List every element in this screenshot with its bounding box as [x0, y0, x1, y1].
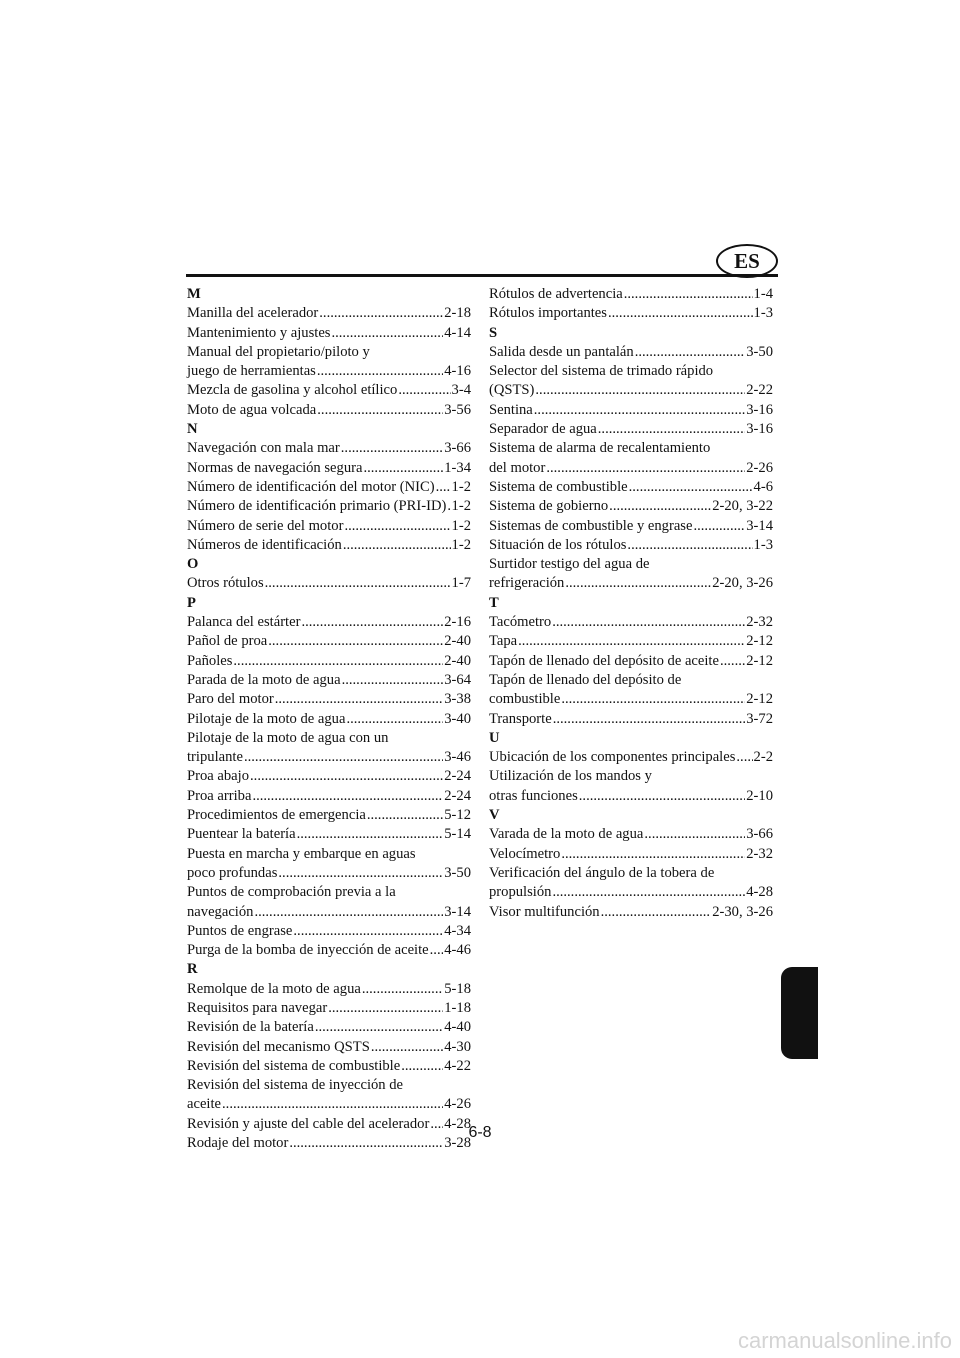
dot-leader — [275, 690, 443, 709]
dot-leader — [401, 1057, 443, 1076]
dot-leader — [535, 381, 745, 400]
index-entry-text: Tapón de llenado del depósito de aceite — [489, 652, 719, 669]
index-entry — [489, 343, 773, 362]
index-entry-page: 2-12 — [746, 652, 773, 669]
index-entry-page: 4-40 — [444, 1019, 471, 1036]
index-entry-page: 5-18 — [444, 980, 471, 997]
index-entry-page: 3-66 — [444, 440, 471, 457]
index-entry-text: Número de identificación primario (PRI-ID) — [187, 498, 447, 515]
index-entry-page: 5-14 — [444, 826, 471, 843]
index-entry-text: Remolque de la moto de agua — [187, 980, 361, 997]
index-entry — [187, 1057, 471, 1076]
index-entry-page: 2-16 — [444, 614, 471, 631]
index-entry-text: Proa abajo — [187, 768, 250, 785]
index-entry-text: navegación — [187, 903, 254, 920]
index-entry-page: 2-32 — [746, 614, 773, 631]
index-entry-text: Rodaje del motor — [187, 1135, 289, 1152]
index-entry-page: 2-12 — [746, 633, 773, 650]
index-entry-page: 4-6 — [753, 478, 773, 495]
index-entry — [187, 497, 471, 516]
dot-leader — [561, 690, 745, 709]
dot-leader — [222, 1095, 443, 1114]
dot-leader — [693, 517, 745, 536]
index-column-right — [489, 285, 773, 922]
index-entry — [489, 517, 773, 536]
index-entry-text-line — [187, 1076, 471, 1095]
index-entry-text: Pilotaje de la moto de agua — [187, 710, 346, 727]
index-entry-page: 3-16 — [746, 421, 773, 438]
dot-leader — [552, 883, 745, 902]
index-entry-text: Números de identificación — [187, 536, 342, 553]
index-entry-page: 3-50 — [746, 343, 773, 360]
dot-leader — [367, 806, 443, 825]
index-entry-page: 3-72 — [746, 710, 773, 727]
index-entry-page: 1-4 — [753, 286, 773, 302]
index-entry-text: Mezcla de gasolina y alcohol etílico — [187, 382, 398, 399]
index-entry-page: 3-56 — [444, 401, 471, 418]
index-entry — [187, 439, 471, 458]
index-entry-page: 2-20, 3-26 — [712, 575, 773, 592]
index-entry — [187, 478, 471, 497]
index-entry — [489, 497, 773, 516]
index-entry — [187, 381, 471, 400]
index-entry — [489, 420, 773, 439]
index-entry — [187, 864, 471, 883]
index-entry-page: 3-46 — [444, 749, 471, 766]
language-code: ES — [734, 248, 760, 273]
index-entry-text: Ubicación de los componentes principales — [489, 749, 736, 766]
index-entry-page: 4-46 — [444, 942, 471, 959]
index-entry-text: Manual del propietario/piloto y — [187, 343, 370, 360]
index-entry-text: Paro del motor — [187, 691, 274, 708]
index-entry-text: Manilla del acelerador — [187, 305, 319, 322]
index-entry-page: 5-12 — [444, 807, 471, 824]
index-entry — [187, 806, 471, 825]
index-entry-text: Verificación del ángulo de la tobera de — [489, 864, 715, 881]
index-entry-page: 1-2 — [451, 536, 471, 553]
index-entry-text: Surtidor testigo del agua de — [489, 556, 650, 573]
index-entry-text: Tapón de llenado del depósito de — [489, 671, 682, 688]
index-entry-text: Sentina — [489, 401, 533, 418]
index-entry — [187, 362, 471, 381]
index-letter-heading: N — [187, 421, 198, 438]
dot-leader — [534, 401, 745, 420]
dot-leader — [598, 420, 745, 439]
index-entry-text: del motor — [489, 459, 546, 476]
dot-leader — [601, 903, 712, 922]
index-entry-page: 1-2 — [451, 478, 471, 495]
dot-leader — [362, 980, 443, 999]
dot-leader — [342, 671, 444, 690]
dot-leader — [265, 574, 451, 593]
index-entry — [187, 903, 471, 922]
index-entry-text: aceite — [187, 1096, 222, 1113]
index-entry-text: Sistema de alarma de recalentamiento — [489, 440, 711, 457]
dot-leader — [436, 478, 451, 497]
dot-leader — [608, 304, 753, 323]
dot-leader — [736, 748, 752, 767]
index-entry — [187, 1018, 471, 1037]
index-entry-text: Purga de la bomba de inyección de aceite — [187, 942, 429, 959]
index-entry-text: refrigeración — [489, 575, 565, 592]
dot-leader — [363, 459, 443, 478]
index-entry-text: Revisión del sistema de inyección de — [187, 1077, 404, 1094]
index-entry — [187, 517, 471, 536]
index-entry-page: 3-50 — [444, 864, 471, 881]
dot-leader — [319, 304, 443, 323]
index-letter-heading: V — [489, 807, 500, 824]
index-entry-text: Procedimientos de emergencia — [187, 807, 366, 824]
index-entry-text: Transporte — [489, 710, 552, 727]
index-entry-page: 2-40 — [444, 633, 471, 650]
dot-leader — [278, 864, 443, 883]
index-entry — [489, 401, 773, 420]
index-entry-page: 3-40 — [444, 710, 471, 727]
index-entry-text: Proa arriba — [187, 787, 252, 804]
index-entry-text: poco profundas — [187, 864, 278, 881]
index-entry-page: 1-7 — [451, 575, 471, 592]
index-entry-text: Sistemas de combustible y engrase — [489, 517, 693, 534]
index-entry-page: 2-24 — [444, 768, 471, 785]
index-entry-text-line — [489, 555, 773, 574]
header-rule — [186, 274, 778, 277]
index-entry-text: Puentear la batería — [187, 826, 296, 843]
index-entry-text: Rótulos importantes — [489, 305, 607, 322]
index-entry-text: Mantenimiento y ajustes — [187, 324, 331, 341]
index-entry-text: Sistema de gobierno — [489, 498, 609, 515]
index-entry-page: 3-66 — [746, 826, 773, 843]
dot-leader — [579, 787, 745, 806]
index-letter-heading: R — [187, 961, 198, 978]
index-entry-page: 2-22 — [746, 382, 773, 399]
dot-leader — [720, 652, 745, 671]
dot-leader — [293, 922, 443, 941]
index-entry — [489, 903, 773, 922]
index-entry-page: 4-28 — [746, 884, 773, 901]
index-letter-heading: M — [187, 286, 201, 302]
dot-leader — [268, 632, 443, 651]
language-badge — [716, 244, 778, 278]
index-entry — [489, 845, 773, 864]
index-entry — [187, 671, 471, 690]
dot-leader — [244, 748, 443, 767]
index-entry-page: 4-22 — [444, 1057, 471, 1074]
index-entry-page: 2-32 — [746, 845, 773, 862]
index-entry-text: Pilotaje de la moto de agua con un — [187, 729, 389, 746]
index-entry-page: 1-2 — [451, 498, 471, 515]
index-entry-text: Salida desde un pantalán — [489, 343, 634, 360]
index-entry-text: tripulante — [187, 749, 243, 766]
index-entry-text-line — [489, 671, 773, 690]
index-entry-text: Tacómetro — [489, 614, 552, 631]
index-entry — [187, 1095, 471, 1114]
index-letter-heading: P — [187, 594, 196, 611]
index-entry — [187, 690, 471, 709]
index-entry — [187, 825, 471, 844]
index-entry-page: 3-14 — [746, 517, 773, 534]
index-entry-text-line — [187, 845, 471, 864]
index-letter-heading: O — [187, 556, 199, 573]
index-entry — [187, 980, 471, 999]
dot-leader — [627, 536, 752, 555]
index-entry — [187, 652, 471, 671]
index-entry — [187, 1038, 471, 1057]
index-entry-page: 2-12 — [746, 691, 773, 708]
dot-leader — [317, 401, 443, 420]
index-entry-text: Separador de agua — [489, 421, 597, 438]
dot-leader — [254, 903, 443, 922]
dot-leader — [331, 324, 443, 343]
dot-leader — [317, 362, 443, 381]
index-entry — [187, 748, 471, 767]
index-entry-text: otras funciones — [489, 787, 578, 804]
index-entry-page: 3-16 — [746, 401, 773, 418]
index-entry-text: combustible — [489, 691, 561, 708]
page-number: 6-8 — [468, 1124, 492, 1141]
index-entry-page: 1-3 — [753, 305, 773, 322]
index-entry-text: Situación de los rótulos — [489, 536, 627, 553]
index-entry-text: Rótulos de advertencia — [489, 286, 623, 302]
index-entry-page: 2-18 — [444, 305, 471, 322]
section-tab-marker — [781, 967, 818, 1059]
dot-leader — [447, 497, 450, 516]
index-entry — [489, 574, 773, 593]
index-entry-text-line — [489, 439, 773, 458]
index-entry-page: 3-14 — [444, 903, 471, 920]
index-entry-text: Tapa — [489, 633, 518, 650]
index-entry-text: Revisión de la batería — [187, 1019, 314, 1036]
index-entry — [187, 941, 471, 960]
dot-leader — [252, 787, 443, 806]
dot-leader — [343, 536, 451, 555]
dot-leader — [644, 825, 745, 844]
index-entry-text: Revisión del sistema de combustible — [187, 1057, 401, 1074]
index-entry-page: 3-64 — [444, 671, 471, 688]
index-entry-page: 2-10 — [746, 787, 773, 804]
dot-leader — [297, 825, 444, 844]
index-entry — [187, 324, 471, 343]
index-entry-page: 4-26 — [444, 1096, 471, 1113]
index-entry-text: Número de serie del motor — [187, 517, 344, 534]
index-entry — [187, 767, 471, 786]
index-entry-text: Utilización de los mandos y — [489, 768, 652, 785]
index-entry-page: 4-34 — [444, 922, 471, 939]
index-entry-page: 4-30 — [444, 1038, 471, 1055]
index-entry-page: 3-38 — [444, 691, 471, 708]
dot-leader — [301, 613, 443, 632]
index-column-left — [187, 285, 471, 1153]
index-entry — [489, 536, 773, 555]
index-entry-page: 2-2 — [753, 749, 773, 766]
index-entry-page: 2-20, 3-22 — [712, 498, 773, 515]
index-entry-text-line — [489, 362, 773, 381]
index-entry-text: Número de identificación del motor (NIC) — [187, 478, 435, 495]
dot-leader — [635, 343, 746, 362]
index-entry-page: 2-26 — [746, 459, 773, 476]
index-entry-text: Requisitos para navegar — [187, 999, 328, 1016]
index-entry-text-line — [187, 729, 471, 748]
index-entry-text-line — [489, 864, 773, 883]
index-entry-page: 1-3 — [753, 536, 773, 553]
index-entry-text: propulsión — [489, 884, 552, 901]
index-entry-text-line — [187, 883, 471, 902]
index-entry-text: Moto de agua volcada — [187, 401, 317, 418]
index-entry — [489, 690, 773, 709]
index-entry-page: 1-34 — [444, 459, 471, 476]
dot-leader — [250, 767, 443, 786]
index-entry-text: Sistema de combustible — [489, 478, 628, 495]
index-entry-page: 3-4 — [451, 382, 471, 399]
dot-leader — [315, 1018, 443, 1037]
index-entry — [489, 381, 773, 400]
index-entry — [489, 748, 773, 767]
index-entry-text: Selector del sistema de trimado rápido — [489, 363, 714, 380]
index-entry — [187, 304, 471, 323]
index-letter-heading: S — [489, 324, 498, 341]
index-entry — [187, 536, 471, 555]
dot-leader — [546, 459, 745, 478]
index-entry-text-line — [187, 343, 471, 362]
index-entry-text: Normas de navegación segura — [187, 459, 363, 476]
index-entry-page: 2-40 — [444, 652, 471, 669]
index-entry-text: Velocímetro — [489, 845, 561, 862]
watermark: carmanualsonline.info — [737, 1328, 952, 1353]
dot-leader — [328, 999, 443, 1018]
dot-leader — [371, 1038, 443, 1057]
index-entry-page: 1-2 — [451, 517, 471, 534]
index-entry — [489, 613, 773, 632]
index-entry — [187, 922, 471, 941]
index-entry-text: Palanca del estárter — [187, 614, 301, 631]
index-entry — [489, 883, 773, 902]
index-entry-text-line — [489, 767, 773, 786]
index-letter-heading: U — [489, 729, 500, 746]
index-entry-text: Pañol de proa — [187, 633, 268, 650]
index-entry — [489, 632, 773, 651]
index-entry-text: Parada de la moto de agua — [187, 671, 341, 688]
index-entry-text: Visor multifunción — [489, 903, 600, 920]
dot-leader — [565, 574, 711, 593]
index-entry — [489, 459, 773, 478]
index-entry — [489, 652, 773, 671]
index-entry — [489, 710, 773, 729]
index-entry — [489, 304, 773, 323]
dot-leader — [346, 710, 443, 729]
index-entry-text: Varada de la moto de agua — [489, 826, 644, 843]
dot-leader — [398, 381, 450, 400]
dot-leader — [553, 710, 746, 729]
index-entry-page: 4-28 — [444, 1115, 471, 1132]
index-entry-page: 1-18 — [444, 999, 471, 1016]
dot-leader — [233, 652, 443, 671]
index-entry-text: Puntos de engrase — [187, 922, 293, 939]
index-entry — [187, 710, 471, 729]
index-entry — [187, 787, 471, 806]
index-entry-page: 3-28 — [444, 1135, 471, 1152]
index-entry — [187, 613, 471, 632]
index-letter-heading: T — [489, 594, 499, 611]
dot-leader — [552, 613, 745, 632]
index-entry-page: 2-30, 3-26 — [712, 903, 773, 920]
index-entry-page: 4-14 — [444, 324, 471, 341]
index-entry — [187, 401, 471, 420]
index-entry — [187, 459, 471, 478]
index-entry — [187, 632, 471, 651]
dot-leader — [344, 517, 450, 536]
index-entry-page: 4-16 — [444, 363, 471, 380]
index-entry — [489, 285, 773, 304]
dot-leader — [609, 497, 711, 516]
index-entry-text: (QSTS) — [489, 382, 535, 399]
index-entry — [489, 787, 773, 806]
dot-leader — [561, 845, 745, 864]
index-entry — [187, 999, 471, 1018]
index-entry-text: Puesta en marcha y embarque en aguas — [187, 845, 416, 862]
index-entry — [187, 574, 471, 593]
index-entry-page: 2-24 — [444, 787, 471, 804]
index-entry — [489, 478, 773, 497]
index-entry-text: Revisión y ajuste del cable del acelerador — [187, 1115, 430, 1132]
dot-leader — [624, 285, 753, 304]
index-entry — [489, 825, 773, 844]
index-entry-text: Revisión del mecanismo QSTS — [187, 1038, 370, 1055]
dot-leader — [430, 941, 444, 960]
dot-leader — [518, 632, 745, 651]
dot-leader — [629, 478, 753, 497]
index-entry-text: Otros rótulos — [187, 575, 264, 592]
index-entry-text: Puntos de comprobación previa a la — [187, 884, 396, 901]
index-entry-text: Navegación con mala mar — [187, 440, 340, 457]
index-entry-text: Pañoles — [187, 652, 233, 669]
dot-leader — [341, 439, 443, 458]
index-entry-text: juego de herramientas — [187, 363, 316, 380]
